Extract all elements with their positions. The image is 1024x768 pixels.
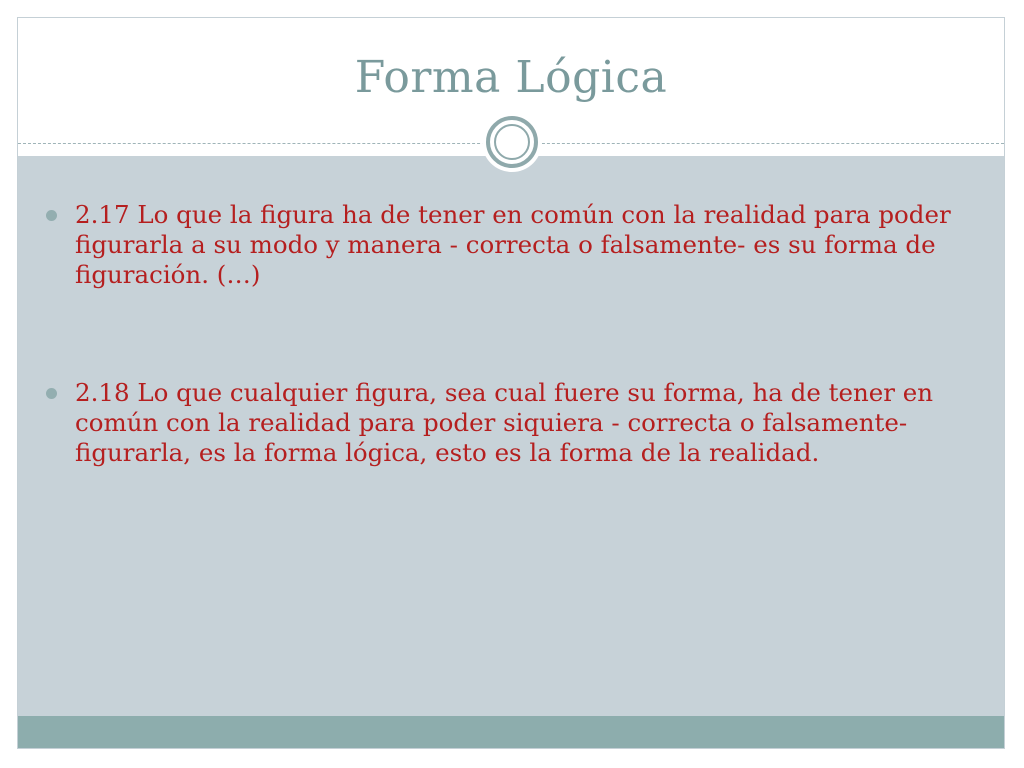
round-bullet-icon — [46, 388, 57, 399]
bullet-text: 2.18 Lo que cualquier figura, sea cual fuere su forma, ha de tener en común con la realidad para poder siquiera - correcta o falsamente- figurarla, es la forma lógica, esto es la forma de la realidad. — [75, 378, 934, 467]
bullet-text: 2.17 Lo que la figura ha de tener en común con la realidad para poder figurarla a su modo y manera - correcta o falsamente- es su forma de figuración. (…) — [75, 200, 951, 289]
bullet-item — [44, 200, 964, 290]
slide-title: Forma Lógica — [354, 52, 668, 103]
footer-band — [18, 716, 1004, 748]
round-bullet-icon — [46, 210, 57, 221]
bullet-list — [44, 200, 964, 468]
bullet-item — [44, 378, 964, 468]
double-ring-ornament-icon — [480, 110, 544, 174]
